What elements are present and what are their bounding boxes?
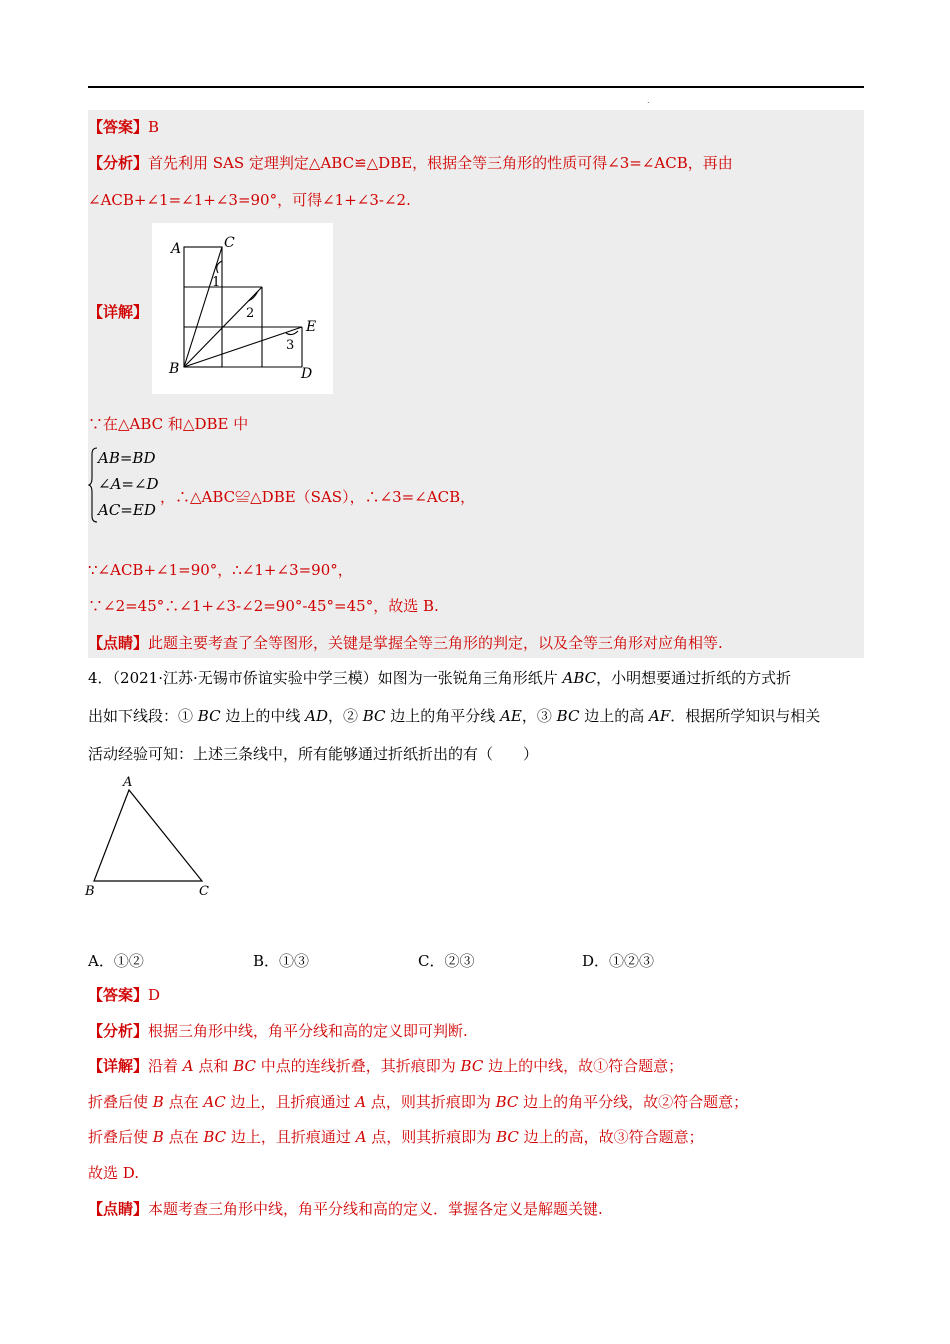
q4-detail-line3 bbox=[88, 1127, 704, 1147]
option-b: B．①③ bbox=[253, 952, 310, 970]
q3-detail-tag: 【详解】 bbox=[88, 303, 149, 321]
q3-because-1 bbox=[88, 414, 248, 434]
q4-l1-text-b: ，小明想要通过折纸的方式折 bbox=[596, 669, 792, 687]
tri-label-C: C bbox=[199, 884, 209, 899]
q4-answer-line bbox=[88, 985, 160, 1005]
header-dot: . bbox=[647, 96, 650, 105]
q4-l2-bc2: BC bbox=[362, 707, 386, 725]
label-B: B bbox=[169, 361, 180, 377]
q4-l2-d: 边上的角平分线 bbox=[385, 707, 501, 725]
q4-d4-text: 故选 D. bbox=[88, 1164, 140, 1182]
q3-comment-text: 此题主要考查了全等图形，关键是掌握全等三角形的判定，以及全等三角形对应角相等. bbox=[148, 634, 723, 652]
q4-analysis-text: 根据三角形中线，角平分线和高的定义即可判断. bbox=[148, 1022, 468, 1040]
q4-l2-b: 边上的中线 bbox=[220, 707, 306, 725]
q4-analysis-tag: 【分析】 bbox=[88, 1022, 149, 1040]
q4-answer-tag: 【答案】 bbox=[88, 986, 149, 1004]
q4-l2-bc3: BC bbox=[556, 707, 580, 725]
q3-grid-svg bbox=[152, 223, 333, 394]
brace-svg bbox=[88, 446, 168, 524]
q4-l2-a: 出如下线段：① bbox=[88, 707, 198, 725]
q4-d2-AC: AC bbox=[203, 1093, 226, 1111]
q4-d2-e: 边上的角平分线，故②符合题意； bbox=[518, 1093, 749, 1111]
q4-d1-a: 沿着 bbox=[148, 1057, 183, 1075]
q4-l2-f: 边上的高 bbox=[579, 707, 649, 725]
q3-comment-line bbox=[88, 633, 723, 653]
q3-analysis-text1: 首先利用 SAS 定理判定△ABC≌△DBE，根据全等三角形的性质可得∠3=∠ACB，再由 bbox=[148, 154, 733, 172]
q4-d2-d: 点，则其折痕即为 bbox=[366, 1093, 496, 1111]
q4-d3-BC: BC bbox=[203, 1128, 227, 1146]
q4-d3-d: 点，则其折痕即为 bbox=[366, 1128, 497, 1146]
q3-because-3-text: ∵∠2=45°∴∠1+∠3-∠2=90°-45°=45°，故选 B. bbox=[88, 597, 439, 615]
q4-d2-a: 折叠后使 bbox=[88, 1093, 153, 1111]
header-rule bbox=[88, 86, 864, 88]
q4-l2-ae: AE bbox=[500, 707, 522, 725]
q3-comment-tag: 【点睛】 bbox=[88, 634, 149, 652]
system-eq-1: AB=BD bbox=[98, 449, 156, 467]
q3-equation-system bbox=[88, 446, 168, 524]
segment-BE bbox=[184, 327, 302, 367]
q4-l1-text-a: 4．（2021·江苏·无锡市侨谊实验中学三模）如图为一张锐角三角形纸片 bbox=[88, 669, 563, 687]
q4-d3-b: 点在 bbox=[163, 1128, 204, 1146]
q4-d3-e: 边上的高，故③符合题意； bbox=[518, 1128, 704, 1146]
q3-because-2-text: ∵∠ACB+∠1=90°，∴∠1+∠3=90°， bbox=[88, 561, 353, 579]
q4-detail-tag: 【详解】 bbox=[88, 1057, 149, 1075]
option-a: A．①② bbox=[88, 952, 144, 970]
q4-l2-bc1: BC bbox=[197, 707, 221, 725]
q3-therefore-1 bbox=[160, 487, 475, 507]
q4-stem-line2 bbox=[88, 706, 820, 726]
label-angle-3: 3 bbox=[286, 338, 295, 353]
q3-answer-line bbox=[88, 117, 159, 137]
q4-d1-A: A bbox=[182, 1057, 194, 1075]
q3-because-3 bbox=[88, 596, 439, 616]
q3-analysis-line2 bbox=[88, 190, 411, 210]
label-A: A bbox=[171, 241, 182, 257]
q3-because-2 bbox=[88, 560, 353, 580]
q4-triangle-figure bbox=[82, 772, 222, 902]
q4-comment-line bbox=[88, 1199, 603, 1219]
q4-d2-b: 点在 bbox=[163, 1093, 204, 1111]
q4-detail-line2 bbox=[88, 1092, 748, 1112]
system-eq-3: AC=ED bbox=[98, 501, 156, 519]
q4-d3-B: B bbox=[152, 1128, 164, 1146]
q4-d1-c: 中点的连线折叠，其折痕即为 bbox=[255, 1057, 461, 1075]
q4-answer-value: D bbox=[148, 986, 161, 1004]
q3-analysis-tag: 【分析】 bbox=[88, 154, 149, 172]
q3-analysis-line1 bbox=[88, 153, 733, 173]
tri-label-B: B bbox=[85, 884, 95, 899]
q4-l2-af: AF bbox=[648, 707, 671, 725]
q3-detail-tag-line bbox=[88, 302, 148, 322]
q4-comment-text: 本题考查三角形中线，角平分线和高的定义．掌握各定义是解题关键. bbox=[148, 1200, 603, 1218]
system-eq-2: ∠A=∠D bbox=[98, 475, 159, 493]
q4-d2-c: 边上，且折痕通过 bbox=[225, 1093, 356, 1111]
label-angle-2: 2 bbox=[246, 306, 255, 321]
label-C: C bbox=[224, 235, 235, 251]
q4-d3-A: A bbox=[355, 1128, 367, 1146]
q4-d1-BC: BC bbox=[233, 1057, 256, 1075]
tri-label-A: A bbox=[123, 775, 133, 790]
q4-d1-b: 点和 bbox=[193, 1057, 234, 1075]
segment-BC bbox=[184, 247, 222, 367]
q3-analysis-text2: ∠ACB+∠1=∠1+∠3=90°，可得∠1+∠3-∠2. bbox=[88, 191, 411, 209]
option-d: D．①②③ bbox=[582, 952, 655, 970]
q3-grid-figure bbox=[152, 223, 333, 394]
q3-answer-value: B bbox=[148, 118, 160, 136]
q4-d2-A: A bbox=[355, 1093, 367, 1111]
label-D: D bbox=[301, 366, 313, 382]
triangle-ABC bbox=[94, 790, 202, 881]
q4-stem-line3 bbox=[88, 744, 538, 764]
q4-l2-ad: AD bbox=[305, 707, 328, 725]
q4-triangle-svg bbox=[82, 772, 222, 902]
q4-d2-B: B bbox=[152, 1093, 164, 1111]
q3-answer-tag: 【答案】 bbox=[88, 118, 149, 136]
q4-d3-a: 折叠后使 bbox=[88, 1128, 153, 1146]
option-c: C．②③ bbox=[418, 952, 475, 970]
q4-l2-g: ．根据所学知识与相关 bbox=[670, 707, 821, 725]
q4-d1-d: 边上的中线，故①符合题意； bbox=[483, 1057, 684, 1075]
q4-d2-BC: BC bbox=[495, 1093, 519, 1111]
q4-detail-line1 bbox=[88, 1056, 683, 1076]
q3-therefore-1-text: ，∴△ABC≌△DBE（SAS），∴∠3=∠ACB， bbox=[160, 488, 476, 506]
q3-because-1-text: ∵在△ABC 和△DBE 中 bbox=[88, 415, 249, 433]
label-E: E bbox=[306, 319, 317, 335]
q4-analysis-line bbox=[88, 1021, 468, 1041]
label-angle-1: 1 bbox=[212, 275, 221, 290]
q4-comment-tag: 【点睛】 bbox=[88, 1200, 149, 1218]
q4-l3-text: 活动经验可知：上述三条线中，所有能够通过折纸折出的有（ ） bbox=[88, 745, 539, 763]
q4-stem-line1 bbox=[88, 668, 791, 688]
q4-d1-BC2: BC bbox=[460, 1057, 484, 1075]
q4-l1-abc: ABC bbox=[562, 669, 597, 687]
q4-d3-BC2: BC bbox=[496, 1128, 519, 1146]
left-brace bbox=[89, 448, 97, 522]
q4-l2-e: ，③ bbox=[521, 707, 557, 725]
q4-detail-line4 bbox=[88, 1163, 139, 1183]
q4-d3-c: 边上，且折痕通过 bbox=[226, 1128, 356, 1146]
q4-l2-c: ，② bbox=[327, 707, 363, 725]
